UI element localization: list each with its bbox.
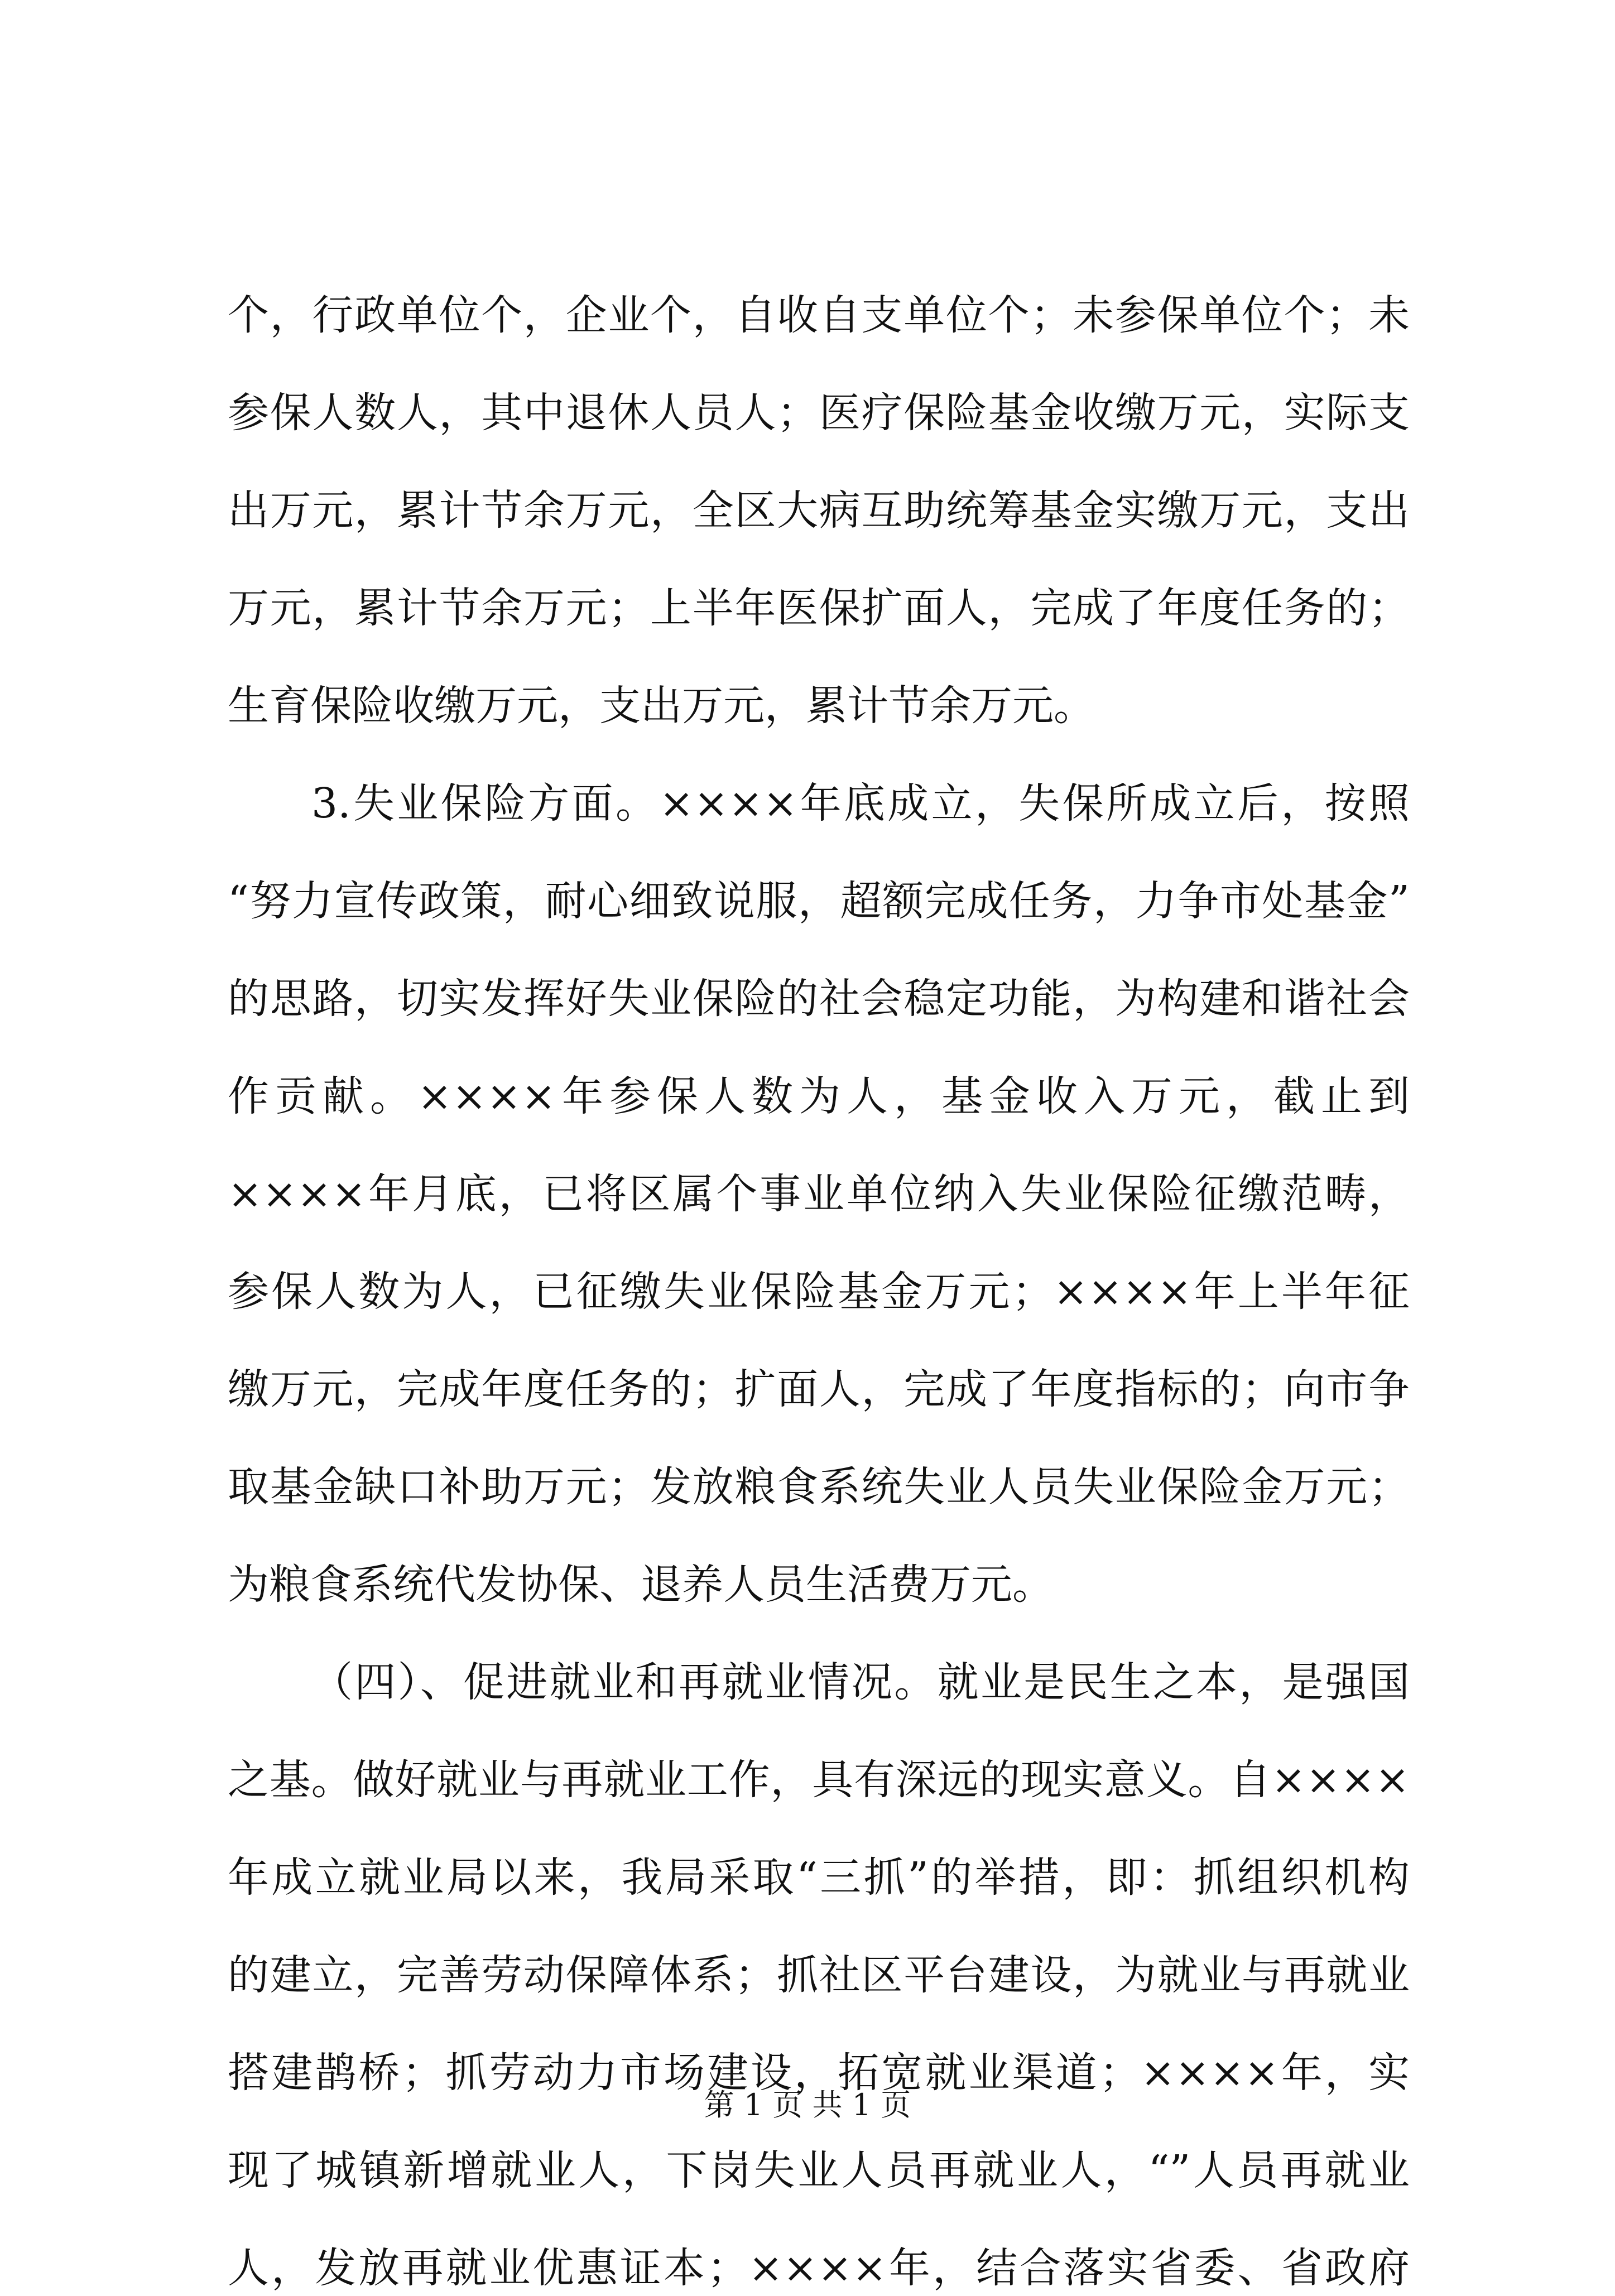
text-line: 年成立就业局以来，我局采取“三抓”的举措，即：抓组织机构: [228, 1854, 1410, 1902]
text-line: ××××年月底，已将区属个事业单位纳入失业保险征缴范畴，: [228, 1170, 1410, 1218]
text-line: 之基。做好就业与再就业工作，具有深远的现实意义。自××××: [228, 1756, 1410, 1804]
text-line: 现了城镇新增就业人，下岗失业人员再就业人，“”人员再就业: [228, 2146, 1410, 2194]
text-line: 个，行政单位个，企业个，自收自支单位个；未参保单位个；未: [228, 291, 1410, 339]
text-line: 的思路，切实发挥好失业保险的社会稳定功能，为构建和谐社会: [228, 975, 1410, 1023]
text-line: 取基金缺口补助万元；发放粮食系统失业人员失业保险金万元；: [228, 1463, 1410, 1511]
paragraph-start-line: 3.失业保险方面。××××年底成立，失保所成立后，按照: [311, 779, 1410, 827]
text-line: 万元，累计节余万元；上半年医保扩面人，完成了年度任务的；: [228, 584, 1410, 632]
text-line: 缴万元，完成年度任务的；扩面人，完成了年度指标的；向市争: [228, 1365, 1410, 1413]
text-line: 的建立，完善劳动保障体系；抓社区平台建设，为就业与再就业: [228, 1951, 1410, 1999]
paragraph-start-line: （四）、促进就业和再就业情况。就业是民生之本，是强国: [311, 1658, 1410, 1706]
text-line: 人，发放再就业优惠证本；××××年，结合落实省委、省政府: [228, 2244, 1410, 2292]
text-line: “努力宣传政策，耐心细致说服，超额完成任务，力争市处基金”: [228, 877, 1410, 925]
text-line: 参保人数为人，已征缴失业保险基金万元；××××年上半年征: [228, 1268, 1410, 1316]
text-line: 出万元，累计节余万元，全区大病互助统筹基金实缴万元，支出: [228, 487, 1410, 535]
text-line: 为粮食系统代发协保、退养人员生活费万元。: [228, 1561, 1054, 1609]
text-line: 参保人数人，其中退休人员人；医疗保险基金收缴万元，实际支: [228, 389, 1410, 437]
text-line: 生育保险收缴万元，支出万元，累计节余万元。: [228, 682, 1095, 730]
page-footer: 第 1 页 共 1 页: [704, 2087, 911, 2122]
text-line: 搭建鹊桥；抓劳动力市场建设，拓宽就业渠道；××××年，实: [228, 2049, 1410, 2097]
text-line: 作贡献。××××年参保人数为人，基金收入万元，截止到: [228, 1072, 1410, 1120]
